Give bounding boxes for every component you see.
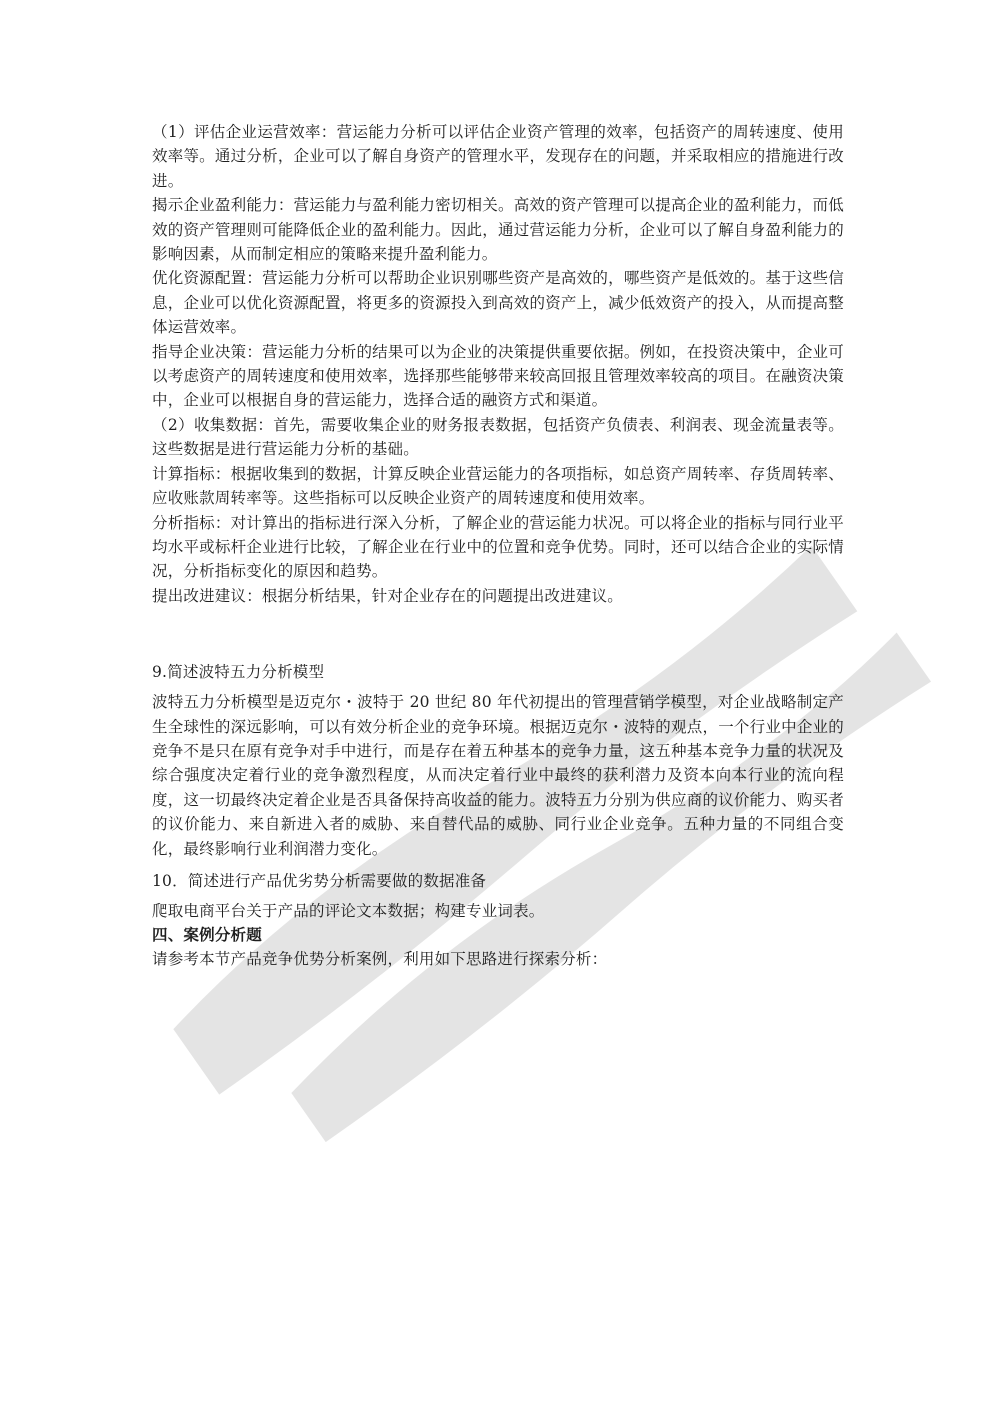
section-4-title: 四、案例分析题 bbox=[152, 925, 262, 945]
paragraph-analyze-indicators: 分析指标：对计算出的指标进行深入分析，了解企业的营运能力状况。可以将企业的指标与同行业平均水平或标杆企业进行比较，了解企业在行业中的位置和竞争优势。同时，还可以结合企业的实际情况，分析指标变化的原因和趋势。 bbox=[152, 513, 844, 581]
paragraph-collect-data: （2）收集数据：首先，需要收集企业的财务报表数据，包括资产负债表、利润表、现金流量表等。这些数据是进行营运能力分析的基础。 bbox=[152, 415, 844, 459]
paragraph-optimize-resources: 优化资源配置：营运能力分析可以帮助企业识别哪些资产是高效的，哪些资产是低效的。基于这些信息，企业可以优化资源配置，将更多的资源投入到高效的资产上，减少低效资产的投入，从而提高整体运营效率。 bbox=[152, 269, 844, 337]
question-10-title: 10．简述进行产品优劣势分析需要做的数据准备 bbox=[152, 871, 487, 890]
question-10-answer: 爬取电商平台关于产品的评论文本数据；构建专业词表。 bbox=[152, 901, 545, 920]
section-spacer bbox=[152, 608, 844, 656]
question-9-title: 9.简述波特五力分析模型 bbox=[152, 663, 325, 682]
document-body bbox=[152, 120, 844, 972]
paragraph-evaluate-efficiency: （1）评估企业运营效率：营运能力分析可以评估企业资产管理的效率，包括资产的周转速度、使用效率等。通过分析，企业可以了解自身资产的管理水平，发现存在的问题，并采取相应的措施进行改进。 bbox=[152, 123, 844, 190]
paragraph-compute-indicators: 计算指标：根据收集到的数据，计算反映企业营运能力的各项指标，如总资产周转率、存货周转率、应收账款周转率等。这些指标可以反映企业资产的周转速度和使用效率。 bbox=[152, 464, 844, 508]
paragraph-reveal-profitability: 揭示企业盈利能力：营运能力与盈利能力密切相关。高效的资产管理可以提高企业的盈利能力，而低效的资产管理则可能降低企业的盈利能力。因此，通过营运能力分析，企业可以了解自身盈利能力的影响因素，从而制定相应的策略来提升盈利能力。 bbox=[152, 196, 844, 264]
paragraph-improvement-suggestions: 提出改进建议：根据分析结果，针对企业存在的问题提出改进建议。 bbox=[152, 586, 624, 605]
question-9-answer: 波特五力分析模型是迈克尔・波特于 20 世纪 80 年代初提出的管理营销学模型，对企业战略制定产生全球性的深远影响，可以有效分析企业的竞争环境。根据迈克尔・波特的观点，一个行业中企业的竞争不是只在原有竞争对手中进行，而是存在着五种基本的竞争力量，这五种基本竞争力量的状况及综合强度决定着行业的竞争激烈程度，从而决定着行业中最终的获利潜力及资本向本行业的流向程度，这一切最终决定着企业是否具备保持高收益的能力。波特五力分别为供应商的议价能力、购买者的议价能力、来自新进入者的威胁、来自替代品的威胁、同行业企业竞争。五种力量的不同组合变化，最终影响行业利润潜力变化。 bbox=[152, 693, 844, 858]
paragraph-guide-decisions: 指导企业决策：营运能力分析的结果可以为企业的决策提供重要依据。例如，在投资决策中，企业可以考虑资产的周转速度和使用效率，选择那些能够带来较高回报且管理效率较高的项目。在融资决策中，企业可以根据自身的营运能力，选择合适的融资方式和渠道。 bbox=[152, 342, 844, 410]
section-4-intro: 请参考本节产品竞争优势分析案例，利用如下思路进行探索分析： bbox=[152, 950, 608, 969]
